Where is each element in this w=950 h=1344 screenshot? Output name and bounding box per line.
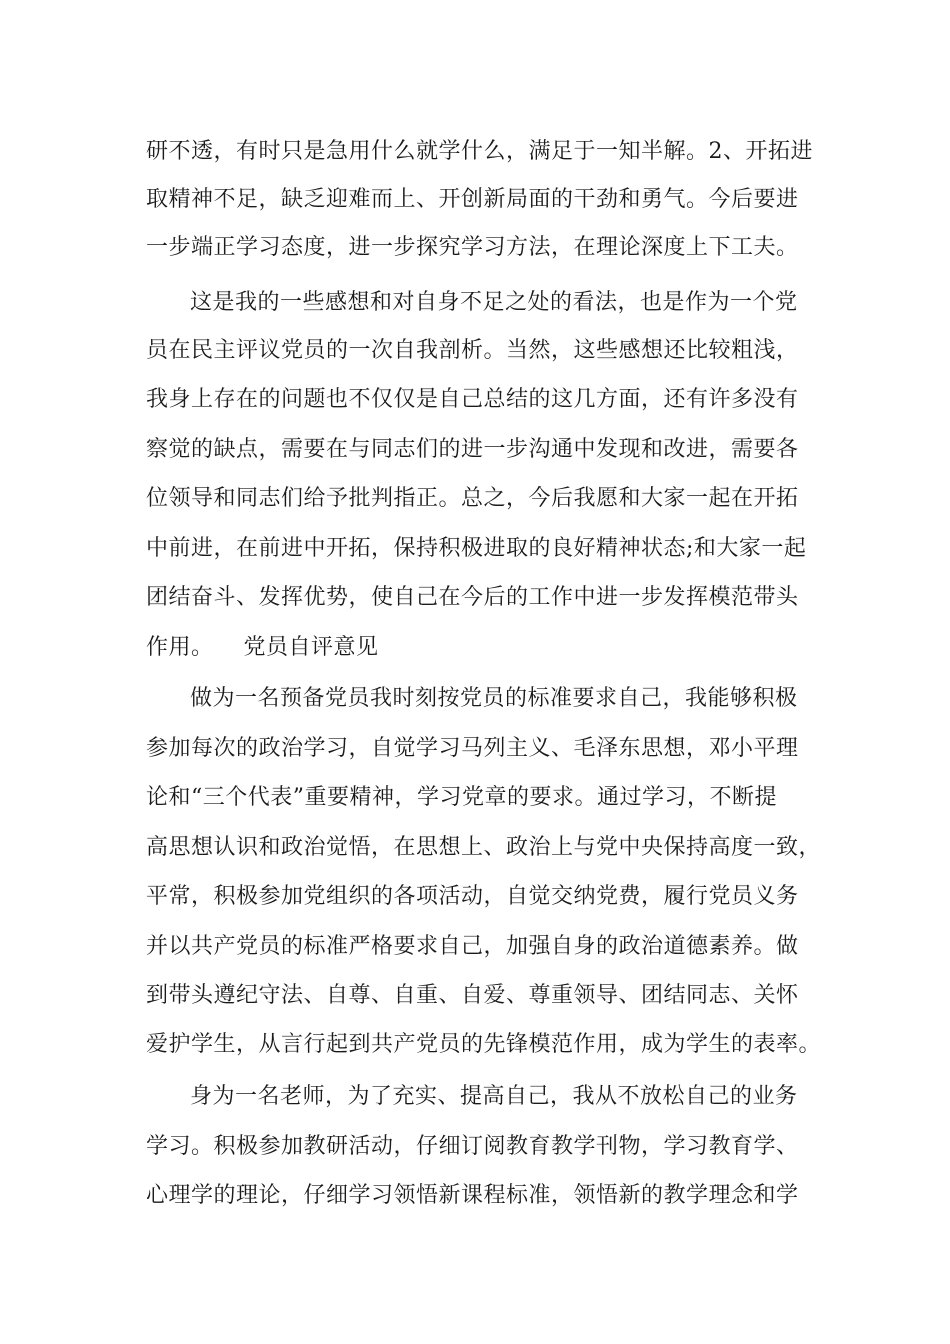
text-line: 员在民主评议党员的一次自我剖析。当然，这些感想还比较粗浅，: [146, 338, 799, 363]
text-line: 心理学的理论，仔细学习领悟新课程标准，领悟新的教学理念和学: [146, 1183, 799, 1208]
text-line: 到带头遵纪守法、自尊、自重、自爱、尊重领导、团结同志、关怀: [146, 983, 799, 1008]
text-line: 研不透，有时只是急用什么就学什么，满足于一知半解。2、开拓进: [146, 139, 813, 164]
text-line: 平常，积极参加党组织的各项活动，自觉交纳党费，履行党员义务: [146, 884, 799, 909]
text-line: 学习。积极参加教研活动，仔细订阅教育教学刊物，学习教育学、: [146, 1134, 799, 1159]
text-line: 中前进，在前进中开拓，保持积极进取的良好精神状态;和大家一起: [146, 536, 807, 561]
text-line: 论和“三个代表”重要精神，学习党章的要求。通过学习，不断提: [146, 785, 777, 810]
paragraph-start-line: 这是我的一些感想和对自身不足之处的看法，也是作为一个党: [190, 290, 798, 315]
text-line: 爱护学生，从言行起到共产党员的先锋模范作用，成为学生的表率。: [146, 1032, 822, 1057]
text-line: 一步端正学习态度，进一步探究学习方法，在理论深度上下工夫。: [146, 235, 799, 260]
text-line: 位领导和同志们给予批判指正。总之，今后我愿和大家一起在开拓: [146, 486, 799, 511]
text-line: 察觉的缺点，需要在与同志们的进一步沟通中发现和改进，需要各: [146, 437, 799, 462]
text-line: 我身上存在的问题也不仅仅是自己总结的这几方面，还有许多没有: [146, 387, 799, 412]
text-line: 参加每次的政治学习，自觉学习马列主义、毛泽东思想，邓小平理: [146, 736, 799, 761]
paragraph-start-line: 做为一名预备党员我时刻按党员的标准要求自己，我能够积极: [190, 686, 798, 711]
text-line: 团结奋斗、发挥优势，使自己在今后的工作中进一步发挥模范带头: [146, 585, 799, 610]
text-line: 取精神不足，缺乏迎难而上、开创新局面的干劲和勇气。今后要进: [146, 187, 799, 212]
text-line: 高思想认识和政治觉悟，在思想上、政治上与党中央保持高度一致，: [146, 835, 822, 860]
text-line-with-heading: 作用。 党员自评意见: [146, 635, 379, 660]
paragraph-start-line: 身为一名老师，为了充实、提高自己，我从不放松自己的业务: [190, 1084, 798, 1109]
text-line: 并以共产党员的标准严格要求自己，加强自身的政治道德素养。做: [146, 934, 799, 959]
